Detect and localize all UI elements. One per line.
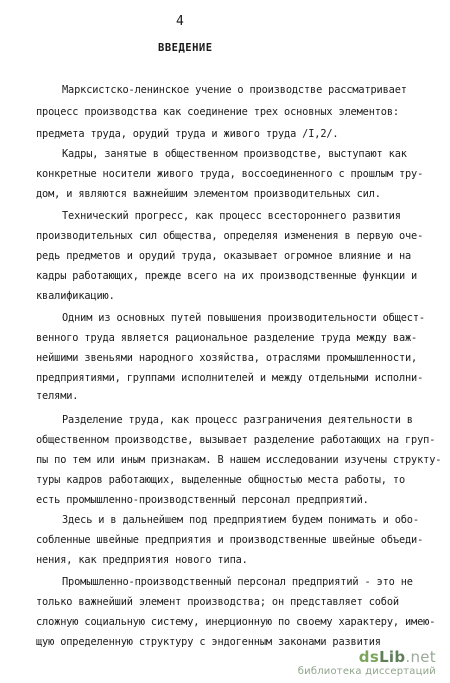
text-line: пы по тем или иным признакам. В нашем исследовании изучены структу-	[36, 454, 442, 466]
text-line: Здесь и в дальнейшем под предприятием будем понимать и обо-	[62, 514, 419, 526]
text-line: только важнейший элемент производства; он представляет собой	[36, 596, 399, 608]
site-watermark	[298, 648, 436, 677]
text-line: предприятиями, группами исполнителей и между отдельными исполни-	[36, 372, 424, 384]
watermark-logo	[298, 648, 436, 666]
text-line: Кадры, занятые в общественном производстве, выступают как	[62, 148, 407, 160]
page-number: 4	[176, 14, 184, 29]
text-line: собленные швейные предприятия и производственные швейные объеди-	[36, 534, 424, 546]
text-line: нейшими звеньями народного хозяйства, отраслями промышленности,	[36, 352, 418, 364]
text-line: венного труда является рациональное разделение труда между важ-	[36, 332, 418, 344]
watermark-subtitle: библиотека диссертаций	[297, 666, 436, 677]
text-line: нения, как предприятия нового типа.	[36, 554, 248, 566]
text-line: туры кадров работающих, выделенные общностью места работы, то	[36, 474, 406, 486]
text-line: щую определенную структуру с эндогенным законами развития	[36, 636, 381, 648]
text-line: сложную социальную систему, инерционную по своему характеру, имею-	[36, 616, 436, 628]
text-line: Разделение труда, как процесс разграничения деятельности в	[62, 414, 413, 426]
text-line: предмета труда, орудий труда и живого труда /I,2/.	[36, 128, 339, 140]
section-heading: ВВЕДЕНИЕ	[158, 42, 213, 54]
text-line: есть промышленно-производственный персонал предприятий.	[36, 494, 369, 506]
text-line: квалификацию.	[36, 290, 115, 302]
watermark-logo-lib: Lib	[379, 648, 406, 666]
text-line: Одним из основных путей повышения производительности общест-	[62, 312, 425, 324]
text-line: дом, и являются важнейшим элементом производительных сил.	[36, 188, 381, 200]
text-line: общественном производстве, вызывает разделение работающих на груп-	[36, 434, 436, 446]
text-line: Марксистско-ленинское учение о производстве рассматривает	[62, 84, 407, 96]
text-line: кадры работающих, прежде всего на их производственные функции и	[36, 270, 418, 282]
text-line: телями.	[36, 390, 79, 402]
text-line: процесс производства как соединение трех основных элементов:	[36, 106, 399, 118]
watermark-logo-net: .net	[405, 648, 436, 666]
text-line: производительных сил общества, определяя изменения в первую оче-	[36, 230, 424, 242]
watermark-logo-ds: ds	[358, 648, 380, 666]
text-line: редь предметов и орудий труда, оказывает огромное влияние и на	[36, 250, 412, 262]
text-line: Промышленно-производственный персонал предприятий - это не	[62, 576, 413, 588]
text-line: конкретные носители живого труда, воссоединенного с прошлым тру-	[36, 168, 424, 180]
text-line: Технический прогресс, как процесс всестороннего развития	[62, 210, 401, 222]
